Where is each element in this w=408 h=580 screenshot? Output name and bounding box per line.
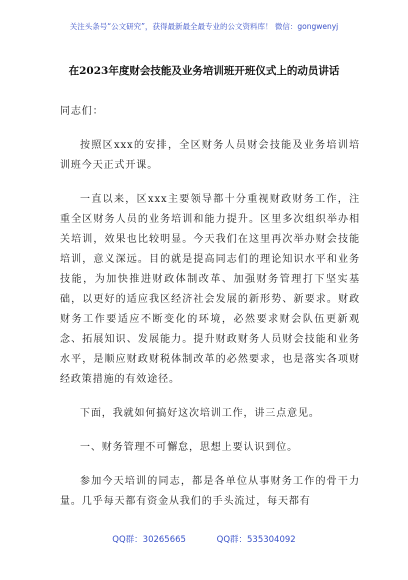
- paragraph-2: 一直以来，区xxx主要领导都十分重视财政财务工作，注重全区财务人员的业务培训和能力提升。区里多次组织举办相关培训，效果也比较明显。今天我们在这里再次举办财会技能培训，意义深远。目的就是提高同志们的理论知识水平和业务技能，为加快推进财政体制改革、加强财务管理打下坚实基础，以更好的适应我区经济社会发展的新形势、新要求。财政财务工作要适应不断变化的环境，必然要求财会队伍更新观念、拓展知识、发展能力。提升财政财务人员财会技能和业务水平，是顺应财政财税体制改革的必然要求，也是落实各项财经政策措施的有效途径。: [60, 194, 360, 385]
- document-title: 在2023年度财会技能及业务培训班开班仪式上的动员讲话: [68, 65, 340, 77]
- paragraph-4: 参加今天培训的同志，都是各单位从事财务工作的骨干力量。几乎每天都有资金从我们的手头流过，每天都有: [60, 476, 360, 507]
- footer-qq-group-1: QQ群：30265665: [112, 535, 186, 545]
- footer-bar: [0, 534, 408, 546]
- footer-qq-group-2: QQ群：535304092: [216, 535, 296, 545]
- paragraph-1: 按照区xxx的安排，全区财务人员财会技能及业务培训培训班今天正式开课。: [60, 140, 360, 171]
- salutation: 同志们：: [60, 106, 104, 117]
- section-heading-1: 一、财务管理不可懈怠，思想上要认识到位。: [80, 442, 298, 453]
- paragraph-3: 下面，我就如何搞好这次培训工作，讲三点意见。: [80, 408, 320, 419]
- header-banner: 关注头条号“公文研究”，获得最新最全最专业的公文资料库！ 微信：gongwenyj: [69, 22, 339, 31]
- document-body: [60, 102, 360, 512]
